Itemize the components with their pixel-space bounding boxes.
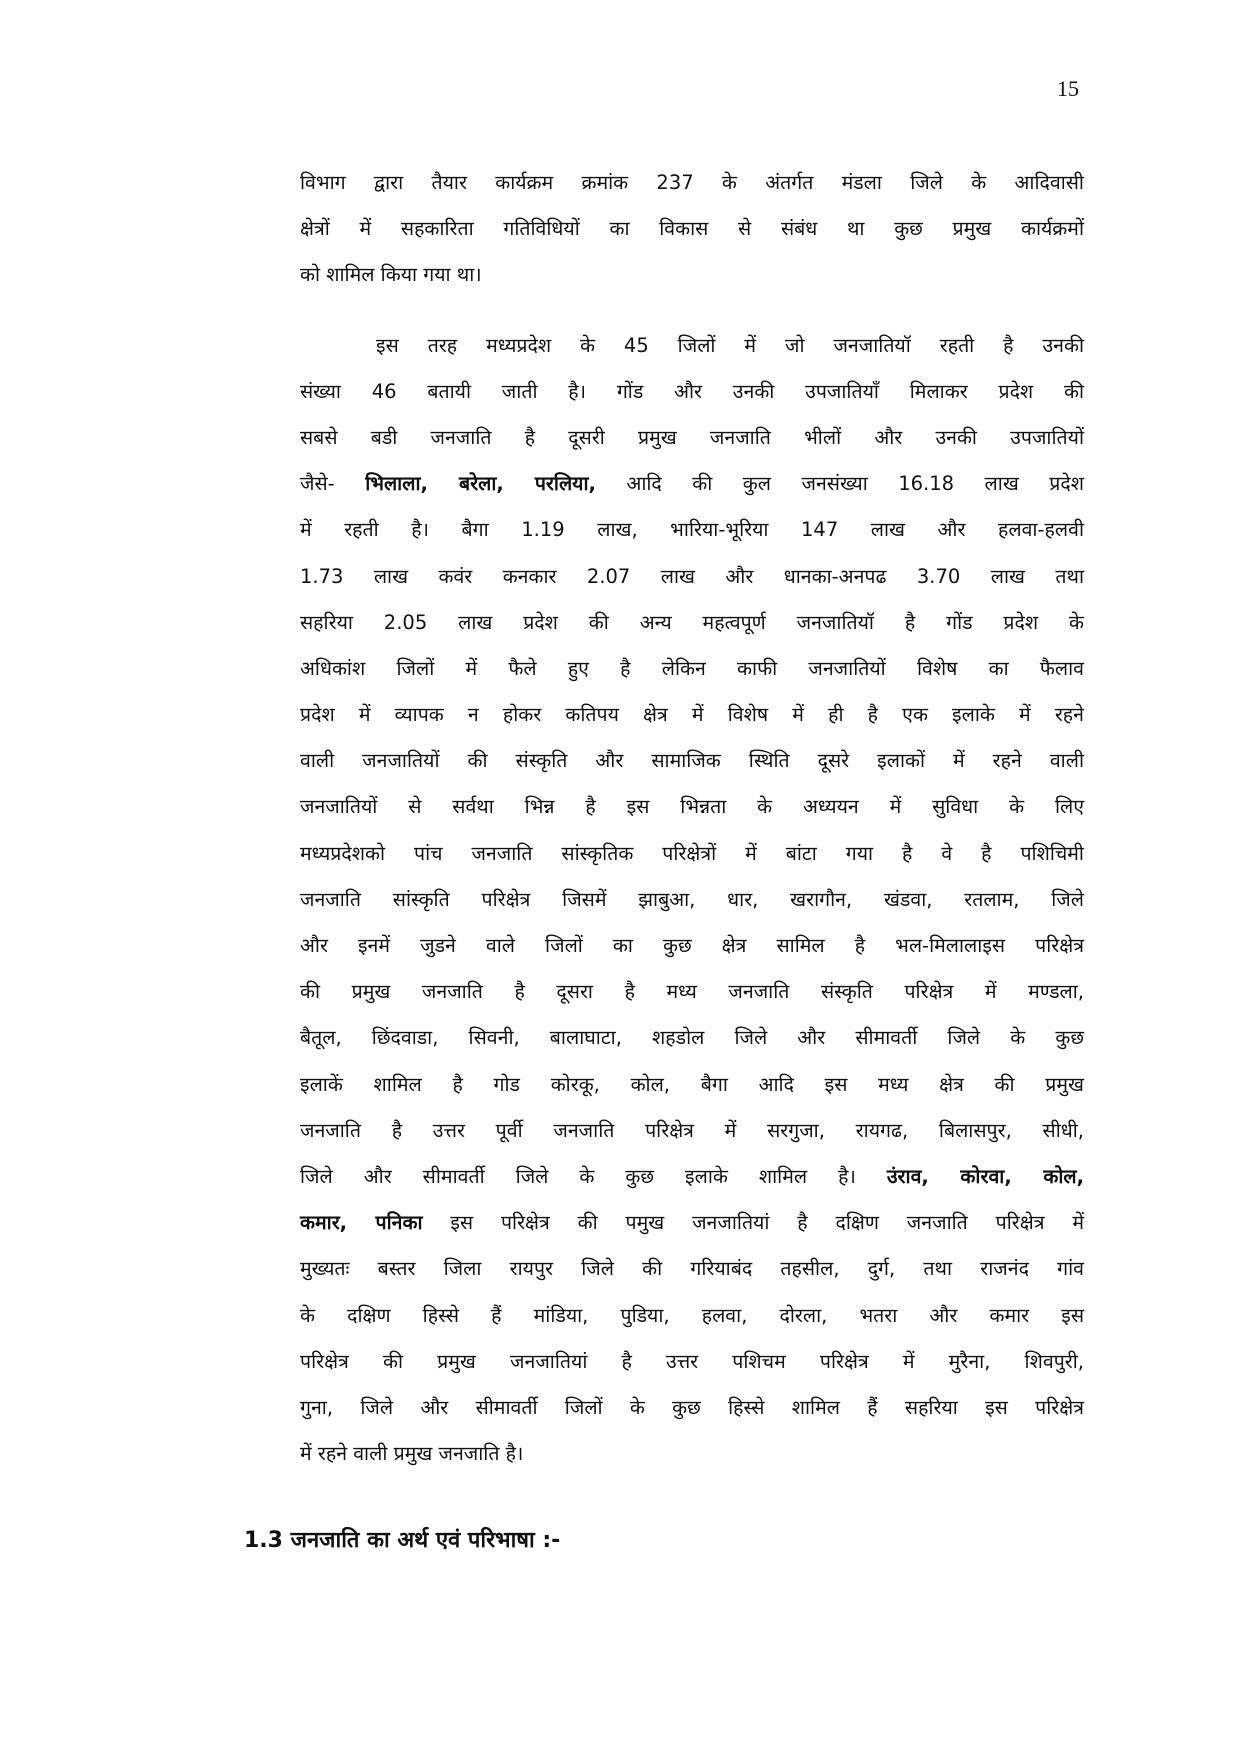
text-segment: जिले और सीमावर्ती जिले के कुछ इलाके शामिल है। (300, 1164, 887, 1188)
text-line: और इनमें जुडने वाले जिलों का कुछ क्षेत्र सामिल है भल-मिलालाइस परिक्षेत्र (300, 934, 1084, 957)
bold-tribe-names: कमार, पनिका (300, 1211, 423, 1235)
text-segment: आदि की कुल जनसंख्या 16.18 लाख प्रदेश (595, 472, 1084, 496)
page-number: 15 (1057, 76, 1079, 101)
text-line: इस तरह मध्यप्रदेश के 45 जिलों में जो जनजातियॉ रहती है उनकी (376, 333, 1084, 357)
text-line: गुना, जिले और सीमावर्ती जिलों के कुछ हिस्से शामिल हैं सहरिया इस परिक्षेत्र (300, 1395, 1084, 1419)
text-line: मध्यप्रदेशको पांच जनजाति सांस्कृतिक परिक्षेत्रों में बांटा गया है वे है पशिचिमी (300, 841, 1084, 865)
text-line: में रहने वाली प्रमुख जनजाति है। (300, 1442, 524, 1466)
text-line: मुख्यतः बस्तर जिला रायपुर जिले की गरियाबंद तहसील, दुर्ग, तथा राजनंद गांव (300, 1257, 1084, 1281)
text-line: जनजाति है उत्तर पूर्वी जनजाति परिक्षेत्र में सरगुजा, रायगढ, बिलासपुर, सीधी, (300, 1118, 1084, 1142)
text-line: सबसे बडी जनजाति है दूसरी प्रमुख जनजाति भीलों और उनकी उपजातियों (300, 425, 1084, 449)
text-line: जनजाति सांस्कृति परिक्षेत्र जिसमें झाबुआ, धार, खरागौन, खंडवा, रतलाम, जिले (300, 887, 1084, 911)
text-line: इलाकें शामिल है गोड कोरकू, कोल, बैगा आदि इस मध्य क्षेत्र की प्रमुख (300, 1072, 1084, 1096)
text-line: सहरिया 2.05 लाख प्रदेश की अन्य महत्वपूर्ण जनजातियॉ है गोंड प्रदेश के (300, 610, 1084, 634)
text-line: संख्या 46 बतायी जाती है। गोंड और उनकी उपजातियाँ मिलाकर प्रदेश की (300, 379, 1084, 403)
text-line: वाली जनजातियों की संस्कृति और सामाजिक स्थिति दूसरे इलाकों में रहने वाली (300, 749, 1084, 773)
text-line (300, 1200, 1084, 1246)
bold-tribe-names: उंराव, कोरवा, कोल, (886, 1164, 1084, 1188)
text-line: प्रदेश में व्यापक न होकर कतिपय क्षेत्र में विशेष में ही है एक इलाके में रहने (300, 703, 1084, 727)
text-line (300, 461, 1084, 507)
text-line: की प्रमुख जनजाति है दूसरा है मध्य जनजाति संस्कृति परिक्षेत्र में मण्डला, (300, 980, 1084, 1004)
text-line (300, 1154, 1084, 1200)
text-line: परिक्षेत्र की प्रमुख जनजातियां है उत्तर पशिचम परिक्षेत्र में मुरैना, शिवपुरी, (300, 1349, 1084, 1373)
text-segment: इस परिक्षेत्र की पमुख जनजातियां है दक्षिण जनजाति परिक्षेत्र में (422, 1211, 1084, 1235)
text-segment: जैसे- (300, 472, 366, 496)
text-line: में रहती है। बैगा 1.19 लाख, भारिया-भूरिया 147 लाख और हलवा-हलवी (300, 518, 1084, 542)
bold-tribe-names: भिलाला, बरेला, परलिया, (365, 472, 596, 496)
text-line: बैतूल, छिंदवाडा, सिवनी, बालाघाटा, शहडोल जिले और सीमावर्ती जिले के कुछ (300, 1026, 1084, 1050)
body-text (300, 160, 1084, 1477)
text-line: के दक्षिण हिस्से हैं मांडिया, पुडिया, हलवा, दोरला, भतरा और कमार इस (300, 1303, 1084, 1327)
text-line: अधिकांश जिलों में फैले हुए है लेकिन काफी जनजातियों विशेष का फैलाव (300, 656, 1084, 680)
section-heading: 1.3 जनजाति का अर्थ एवं परिभाषा :- (244, 1528, 561, 1553)
text-line: को शामिल किया गया था। (300, 263, 482, 287)
text-line: जनजातियों से सर्वथा भिन्न है इस भिन्नता के अध्ययन में सुविधा के लिए (300, 795, 1084, 819)
text-line: 1.73 लाख कवंर कनकार 2.07 लाख और धानका-अनपढ 3.70 लाख तथा (300, 564, 1084, 588)
text-line: विभाग द्वारा तैयार कार्यक्रम क्रमांक 237 के अंतर्गत मंडला जिले के आदिवासी (300, 171, 1084, 194)
text-line: क्षेत्रों में सहकारिता गतिविधियों का विकास से संबंध था कुछ प्रमुख कार्यक्रमों (300, 217, 1084, 241)
